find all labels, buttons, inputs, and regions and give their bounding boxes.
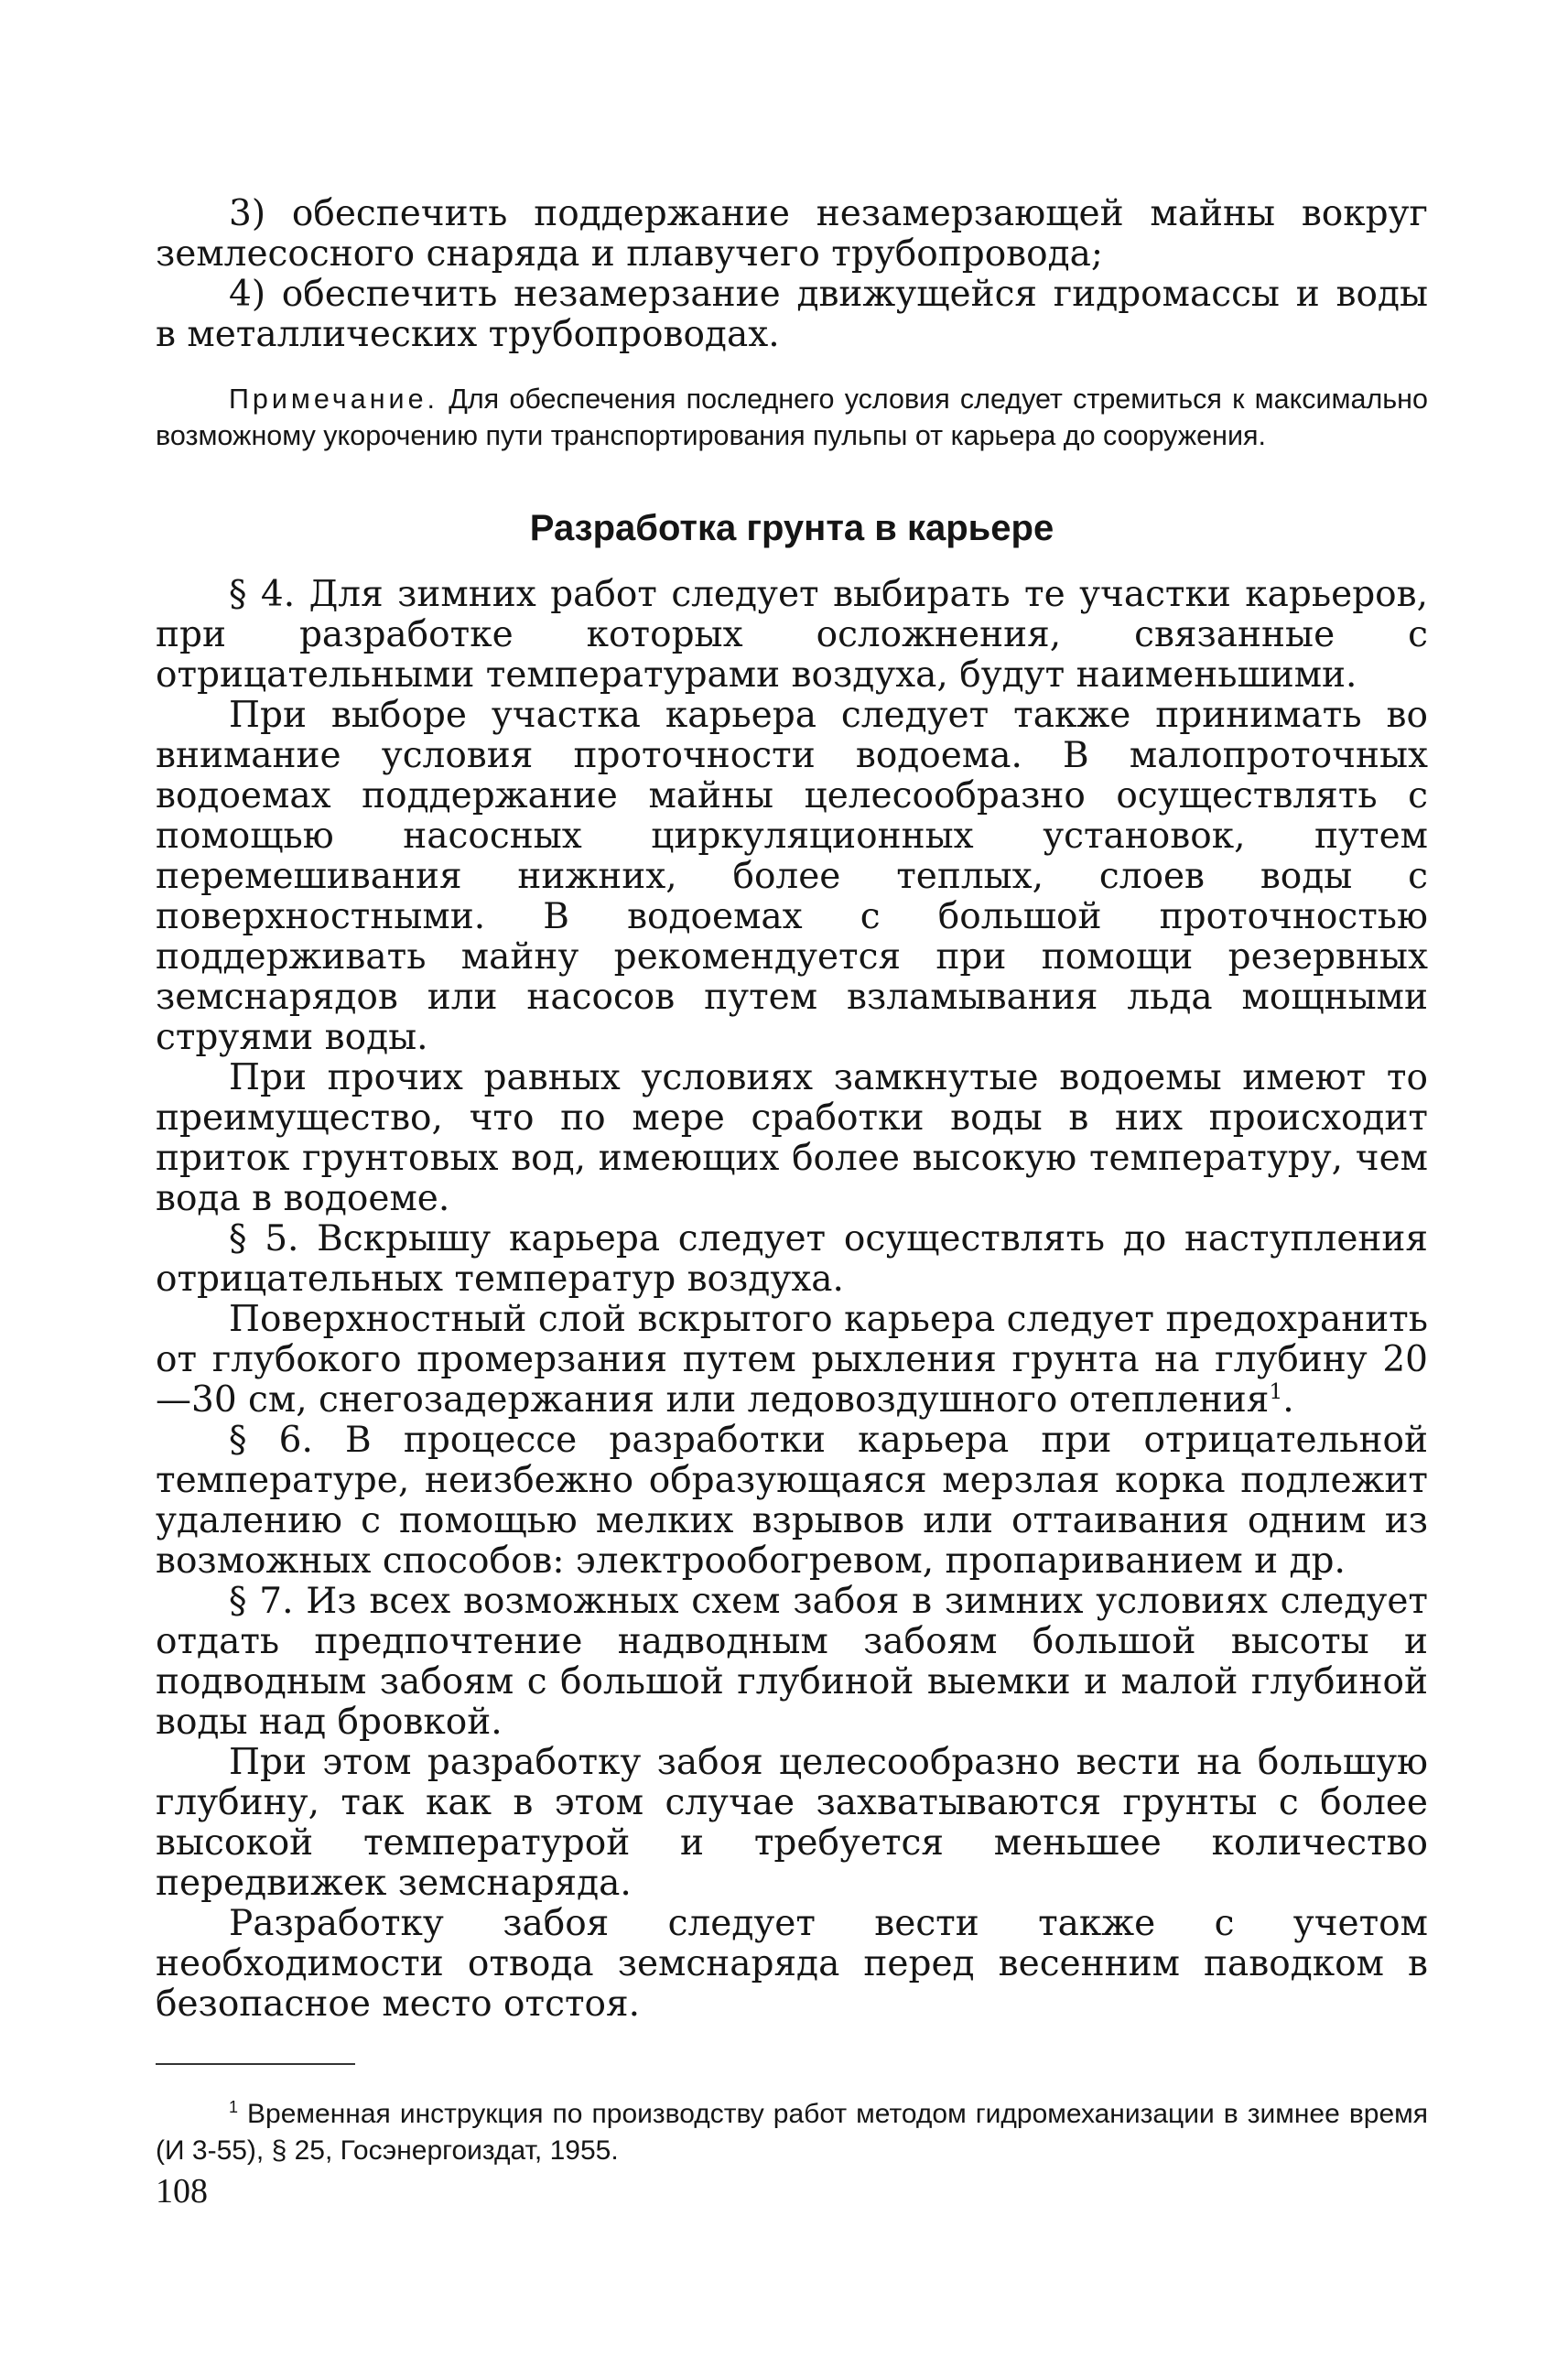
footnote-divider (156, 2063, 355, 2065)
note-label: Примечание. (229, 384, 439, 415)
paragraph-section-5: § 5. Вскрышу карьера следует осуществлять до наступления отрицательных температур воздуха. (156, 1218, 1428, 1300)
footnote-reference: 1 (1269, 1378, 1283, 1404)
paragraph-surface-layer-text: Поверхностный слой вскрытого карьера следует предохранить от глубокого промерзания путем рыхления грунта на глубину 20—30 см, снегозадержания или ледовоздушного отепления (156, 1299, 1428, 1421)
page-body (156, 194, 1428, 2169)
footnote-text: Временная инструкция по производству работ методом гидромеханизации в зимнее время (И 3-55), § 25, Госэнергоиздат, 1955. (156, 2099, 1429, 2166)
paragraph-closed-reservoirs: При прочих равных условиях замкнутые водоемы имеют то преимущество, что по мере сработки воды в них происходит приток грунтовых вод, имеющих более высокую температуру, чем вода в водоеме. (156, 1057, 1428, 1219)
paragraph-section-4: § 4. Для зимних работ следует выбирать те участки карьеров, при разработке которых осложнения, связанные с отрицательными температурами воздуха, будут наименьшими. (156, 574, 1428, 696)
footnote-marker: 1 (229, 2098, 239, 2116)
paragraph-section-7: § 7. Из всех возможных схем забоя в зимних условиях следует отдать предпочтение надводным забоям большой высоты и подводным забоям с большой глубиной выемки и малой глубиной воды над бровкой. (156, 1581, 1428, 1743)
paragraph-section-6: § 6. В процессе разработки карьера при отрицательной температуре, неизбежно образующаяся мерзлая корка подлежит удалению с помощью мелких взрывов или оттаивания одним из возможных способов: электрообогревом, пропариванием и др. (156, 1420, 1428, 1582)
paragraph-surface-layer-end: . (1282, 1379, 1294, 1421)
list-item-4: 4) обеспечить незамерзание движущейся гидромассы и воды в металлических трубопроводах. (156, 274, 1428, 355)
paragraph-site-selection: При выборе участка карьера следует также принимать во внимание условия проточности водоема. В малопроточных водоемах поддержание майны целесообразно осуществлять с помощью насосных циркуляционных установок, путем перемешивания нижних, более теплых, слоев воды с поверхностными. В водоемах с большой проточностью поддерживать майну рекомендуется при помощи резервных земснарядов или насосов путем взламывания льда мощными струями воды. (156, 695, 1428, 1058)
section-heading: Разработка грунта в карьере (529, 508, 1054, 548)
page-number: 108 (156, 2172, 208, 2210)
paragraph-depth: При этом разработку забоя целесообразно вести на большую глубину, так как в этом случае захватываются грунты с более высокой температурой и требуется меньшее количество передвижек земснаряда. (156, 1742, 1428, 1904)
paragraph-flood: Разработку забоя следует вести также с учетом необходимости отвода земснаряда перед весенним паводком в безопасное место отстоя. (156, 1903, 1428, 2025)
paragraph-surface-layer (156, 1300, 1428, 1421)
note (156, 381, 1428, 454)
list-item-3: 3) обеспечить поддержание незамерзающей майны вокруг землесосного снаряда и плавучего трубопровода; (156, 193, 1428, 275)
footnote (156, 2096, 1428, 2169)
note-text: Для обеспечения последнего условия следует стремиться к максимально возможному укорочению пути транспортирования пульпы от карьера до сооружения. (156, 384, 1428, 451)
